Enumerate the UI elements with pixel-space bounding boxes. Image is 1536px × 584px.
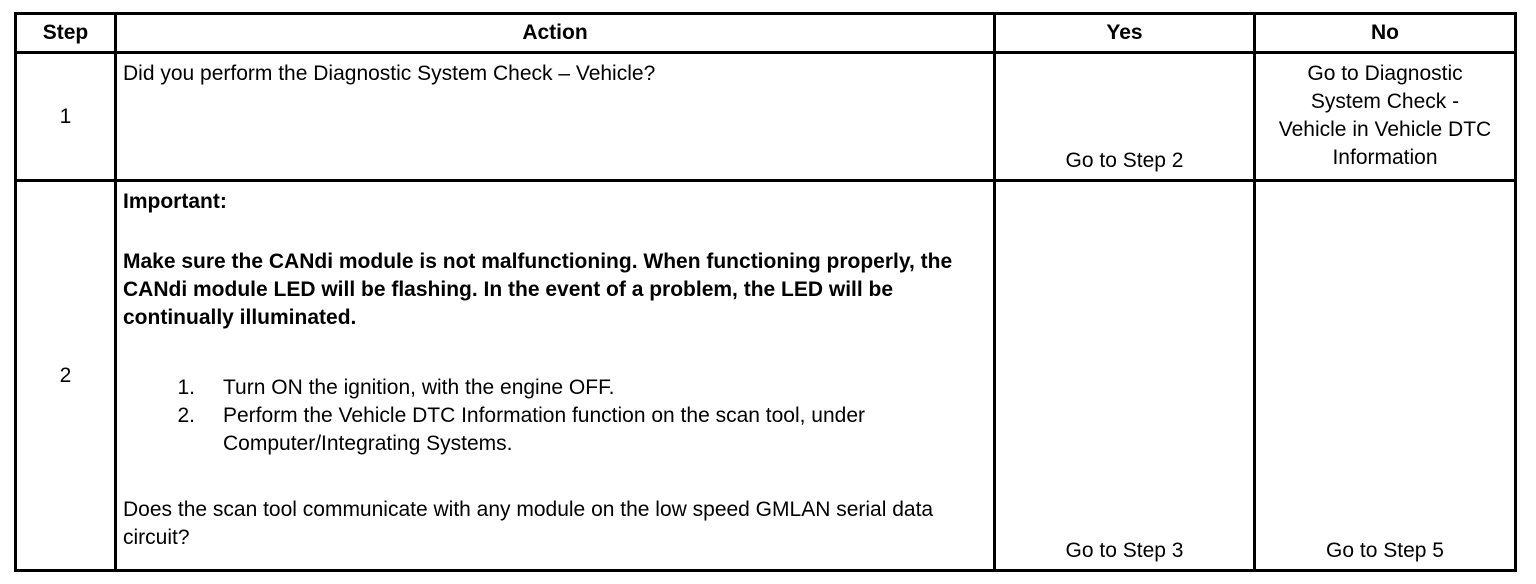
table-row bbox=[16, 181, 1516, 571]
yes-result: Go to Step 2 bbox=[995, 53, 1255, 181]
yes-result: Go to Step 3 bbox=[995, 181, 1255, 571]
action-cell bbox=[116, 181, 995, 571]
list-item bbox=[123, 374, 987, 402]
substep-text: Perform the Vehicle DTC Information function on the scan tool, under Computer/Integrating Systems. bbox=[223, 404, 866, 456]
header-yes: Yes bbox=[995, 14, 1255, 53]
question-text: Does the scan tool communicate with any module on the low speed GMLAN serial data circuit? bbox=[123, 498, 934, 550]
step-number: 1 bbox=[16, 53, 116, 181]
header-row bbox=[16, 14, 1516, 53]
substep-number: 2. bbox=[177, 404, 195, 428]
step-number: 2 bbox=[16, 181, 116, 571]
header-no: No bbox=[1255, 14, 1516, 53]
no-result: Go to Diagnostic System Check - Vehicle in Vehicle DTC Information bbox=[1255, 53, 1516, 181]
no-result: Go to Step 5 bbox=[1255, 181, 1516, 571]
important-text: Make sure the CANdi module is not malfunctioning. When functioning properly, the CANdi module LED will be flashing. In the event of a problem, the LED will be continually illuminated. bbox=[123, 250, 953, 330]
important-label: Important: bbox=[123, 190, 227, 214]
table-row bbox=[16, 53, 1516, 181]
substep-number: 1. bbox=[177, 376, 195, 400]
substep-text: Turn ON the ignition, with the engine OFF. bbox=[223, 376, 615, 400]
diagnostic-table bbox=[14, 12, 1517, 572]
header-action: Action bbox=[116, 14, 995, 53]
substep-list bbox=[123, 374, 987, 458]
header-step: Step bbox=[16, 14, 116, 53]
list-item bbox=[123, 402, 987, 458]
action-text: Did you perform the Diagnostic System Check – Vehicle? bbox=[116, 53, 995, 181]
